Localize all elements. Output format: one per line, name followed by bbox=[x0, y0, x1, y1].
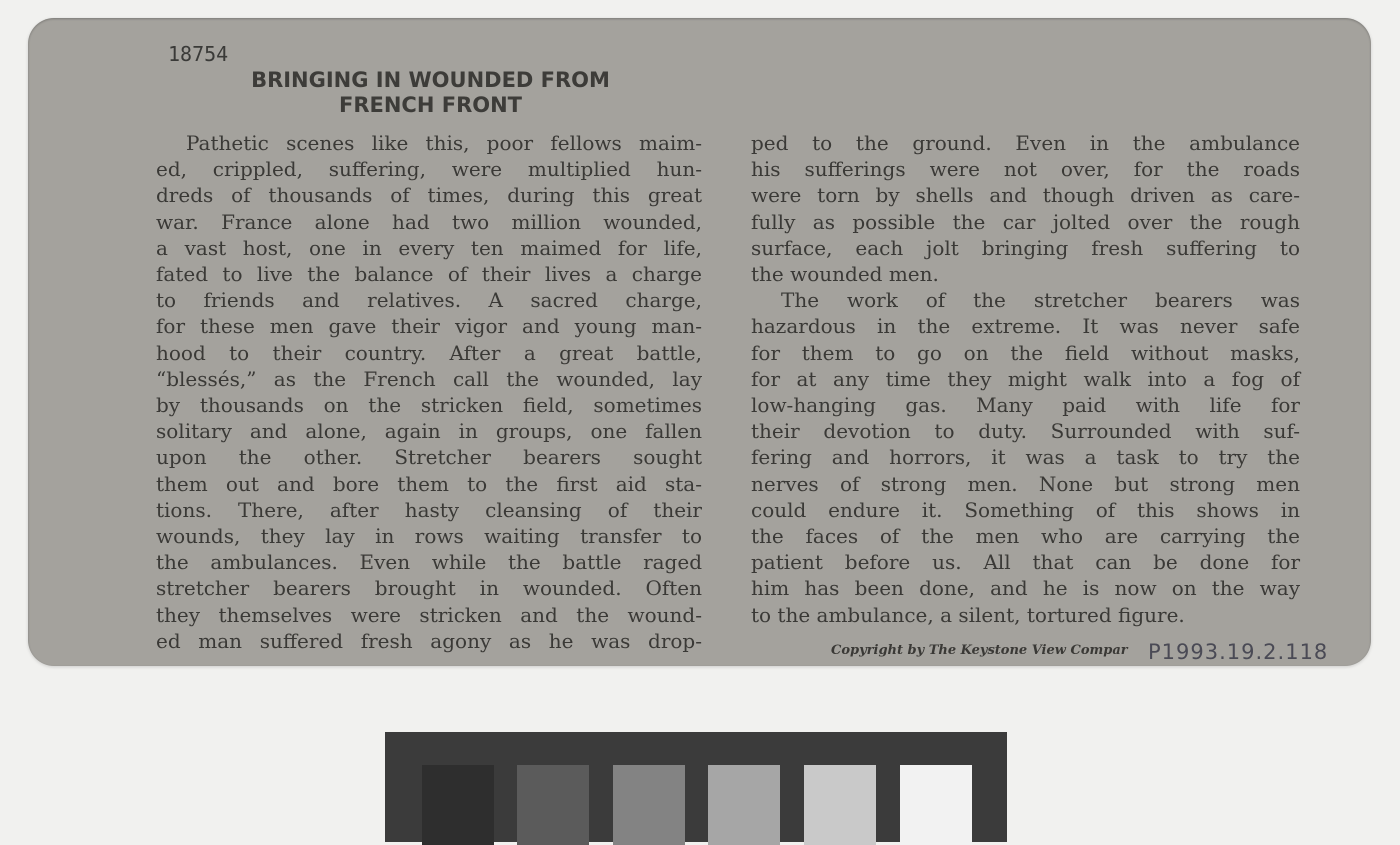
text-line: were torn by shells and though driven as care- bbox=[751, 183, 1300, 208]
copyright-line: Copyright by The Keystone View Compar bbox=[831, 643, 1128, 658]
text-line: their devotion to duty. Surrounded with suf- bbox=[751, 419, 1300, 444]
text-line: his sufferings were not over, for the roads bbox=[751, 157, 1300, 182]
text-column-right bbox=[751, 130, 1300, 628]
text-line: upon the other. Stretcher bearers sought bbox=[156, 445, 702, 470]
text-line: for them to go on the field without masks, bbox=[751, 340, 1300, 365]
title-line-2: FRENCH FRONT bbox=[338, 93, 522, 117]
gray-patch-3 bbox=[613, 765, 685, 845]
text-line: ped to the ground. Even in the ambulance bbox=[751, 131, 1300, 155]
gray-patch-5 bbox=[804, 765, 876, 845]
text-line: surface, each jolt bringing fresh suffering to bbox=[751, 235, 1300, 260]
text-line: the wounded men. bbox=[751, 262, 939, 287]
gray-patch-6 bbox=[900, 765, 972, 845]
text-line: a vast host, one in every ten maimed for life, bbox=[156, 235, 702, 260]
text-line: the faces of the men who are carrying the bbox=[751, 524, 1300, 549]
text-line: low-hanging gas. Many paid with life for bbox=[751, 393, 1300, 418]
text-line: fated to live the balance of their lives a charge bbox=[156, 262, 702, 287]
stereoview-card-back bbox=[28, 18, 1371, 666]
text-line: hazardous in the extreme. It was never safe bbox=[751, 314, 1300, 339]
text-line: tions. There, after hasty cleansing of their bbox=[156, 497, 702, 522]
text-column-left bbox=[156, 130, 702, 654]
text-line: Pathetic scenes like this, poor fellows maim- bbox=[186, 131, 702, 155]
text-line: nerves of strong men. None but strong men bbox=[751, 471, 1300, 496]
accession-number: P1993.19.2.118 bbox=[1148, 640, 1329, 664]
text-line: to the ambulance, a silent, tortured figure. bbox=[751, 602, 1185, 627]
catalog-number: 18754 bbox=[168, 42, 229, 66]
text-line: they themselves were stricken and the wound- bbox=[156, 602, 702, 627]
text-line: dreds of thousands of times, during this great bbox=[156, 183, 702, 208]
text-line: war. France alone had two million wounded, bbox=[156, 209, 702, 234]
text-line: by thousands on the stricken field, sometimes bbox=[156, 393, 702, 418]
text-line: hood to their country. After a great battle, bbox=[156, 340, 702, 365]
text-line: could endure it. Something of this shows in bbox=[751, 497, 1300, 522]
text-line: for at any time they might walk into a fog of bbox=[751, 366, 1300, 391]
card-title bbox=[178, 68, 683, 118]
text-line: fering and horrors, it was a task to try the bbox=[751, 445, 1300, 470]
text-line: him has been done, and he is now on the way bbox=[751, 576, 1300, 601]
text-line: them out and bore them to the first aid sta- bbox=[156, 471, 702, 496]
text-line: patient before us. All that can be done for bbox=[751, 550, 1300, 575]
text-line: fully as possible the car jolted over the rough bbox=[751, 209, 1300, 234]
text-line: The work of the stretcher bearers was bbox=[781, 288, 1300, 313]
title-line-1: BRINGING IN WOUNDED FROM bbox=[251, 68, 610, 92]
text-line: solitary and alone, again in groups, one fallen bbox=[156, 419, 702, 444]
text-line: for these men gave their vigor and young man- bbox=[156, 314, 702, 339]
gray-patch-4 bbox=[708, 765, 780, 845]
text-line: stretcher bearers brought in wounded. Often bbox=[156, 576, 702, 601]
gray-scale-target bbox=[385, 732, 1007, 842]
gray-patch-2 bbox=[517, 765, 589, 845]
text-line: ed man suffered fresh agony as he was drop- bbox=[156, 628, 702, 653]
text-line: “blessés,” as the French call the wounded, lay bbox=[156, 366, 702, 391]
gray-patch-1 bbox=[422, 765, 494, 845]
text-line: ed, crippled, suffering, were multiplied hun- bbox=[156, 157, 702, 182]
text-line: the ambulances. Even while the battle raged bbox=[156, 550, 702, 575]
text-line: to friends and relatives. A sacred charge, bbox=[156, 288, 702, 313]
text-line: wounds, they lay in rows waiting transfer to bbox=[156, 524, 702, 549]
